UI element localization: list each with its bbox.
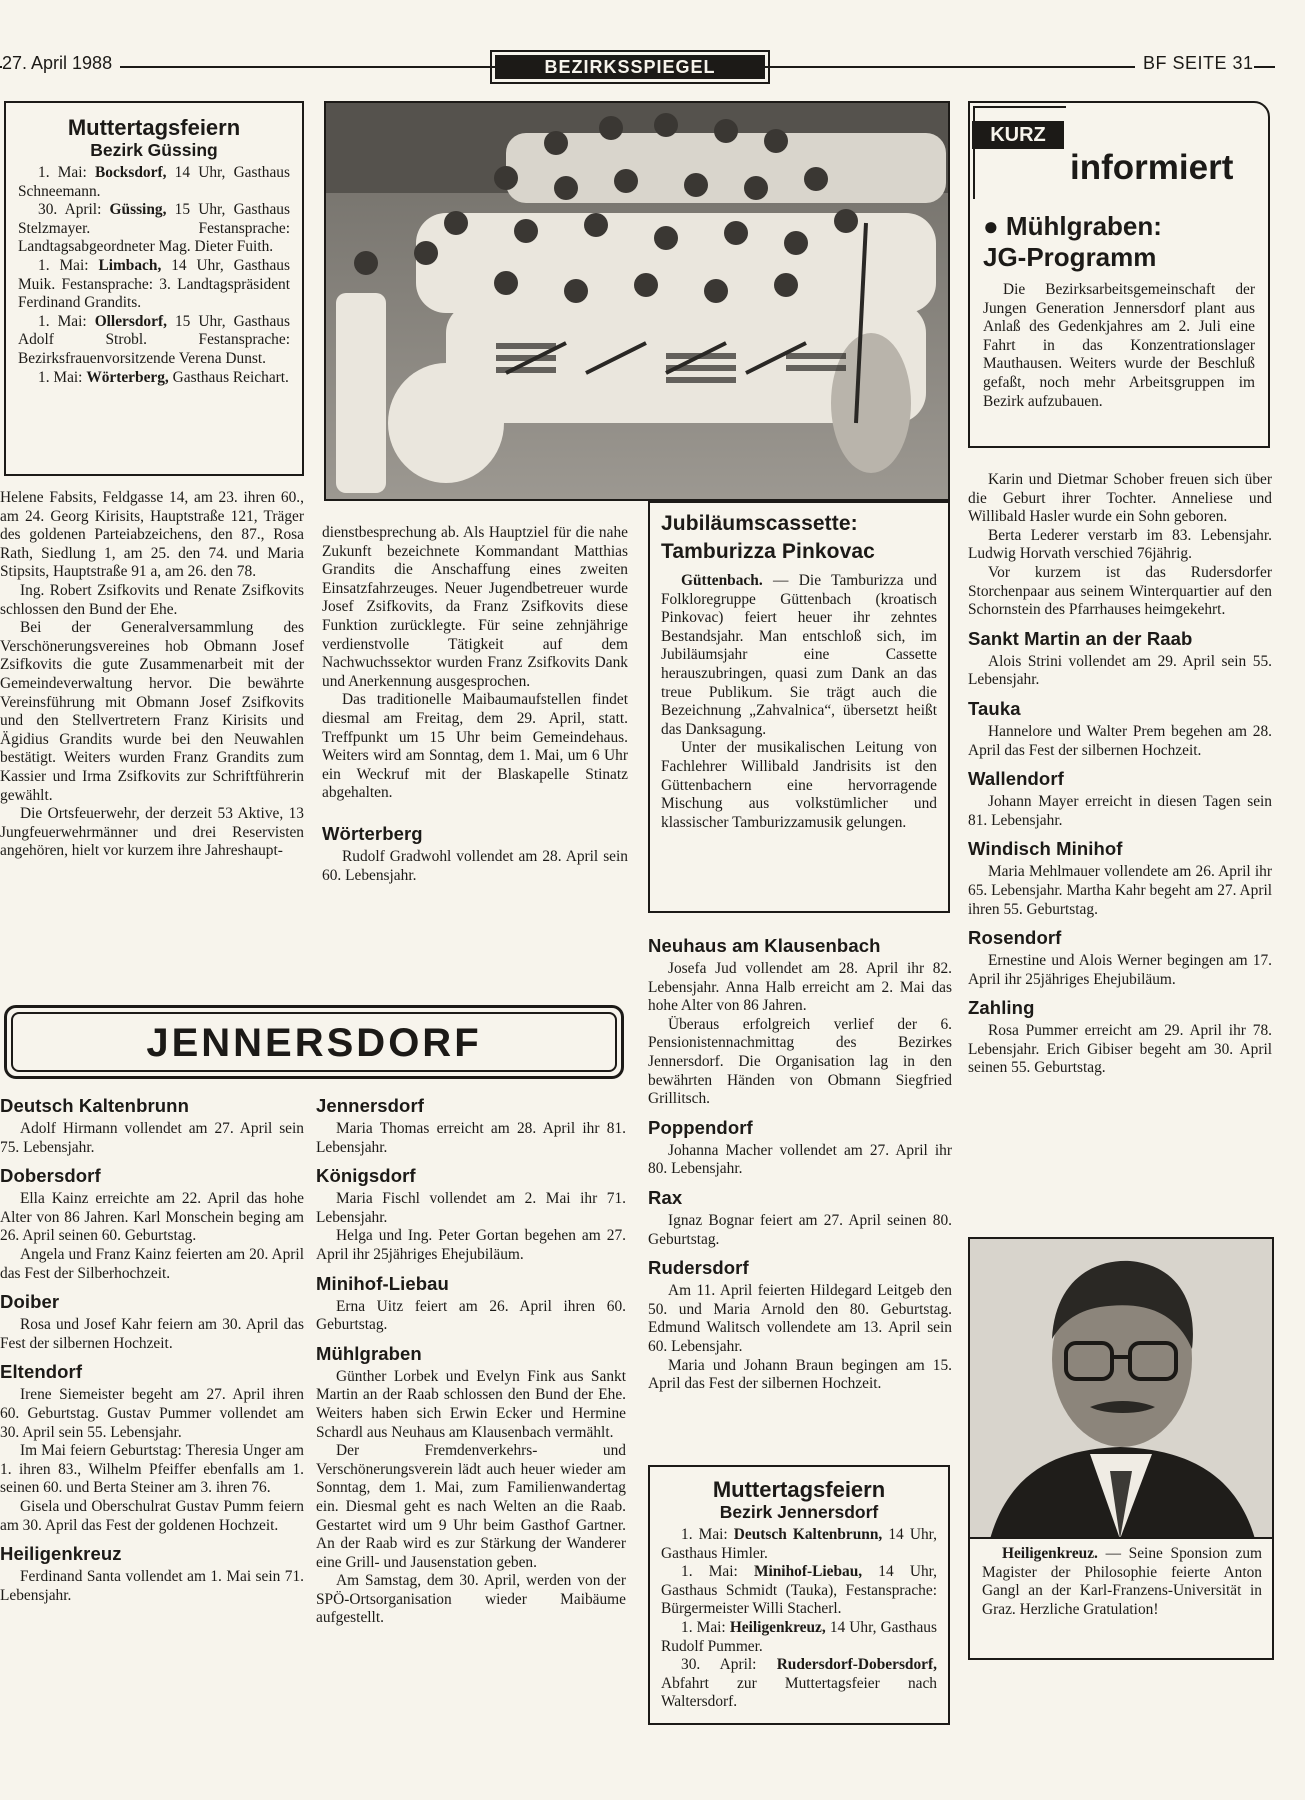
jubilaeum-box	[648, 501, 950, 913]
box-title: Muttertagsfeiern	[67, 115, 241, 140]
item-place: Ollersdorf,	[94, 312, 167, 330]
box-item	[661, 1619, 937, 1656]
section-paragraph: Vor kurzem ist das Rudersdorfer Storchenpaar aus seinem Winterquartier auf den Schornstein des Pfarrhauses heimgekehrt.	[968, 563, 1272, 619]
section-paragraph: Überaus erfolgreich verlief der 6. Pensionistennachmittag des Bezirkes Jennersdorf. Die Organisation lag in den bewährten Händen von Obmann Siegfried Grillitsch.	[648, 1015, 952, 1108]
section-heading: Poppendorf	[648, 1116, 753, 1138]
section-paragraph: Ernestine und Alois Werner begingen am 17. April ihr 25jähriges Ehejubiläum.	[968, 952, 1272, 988]
section-paragraph: Rosa Pummer erreicht am 29. April ihr 78. Lebensjahr. Erich Gibiser begeht am 30. April seinen 55. Geburtstag.	[968, 1022, 1272, 1077]
section-heading: Neuhaus am Klausenbach	[648, 935, 881, 956]
tamburizza-group-photo	[326, 103, 948, 499]
section-paragraph: Maria Mehlmauer vollendete am 26. April ihr 65. Lebensjahr. Martha Kahr begeht am 27. April ihren 55. Geburtstag.	[968, 863, 1272, 918]
box-item	[661, 1563, 937, 1619]
section-heading: Dobersdorf	[0, 1165, 101, 1187]
kurz-title-2: JG-Programm	[983, 242, 1157, 272]
item-date: 1. Mai:	[681, 1563, 754, 1581]
section-heading: Rudersdorf	[648, 1257, 749, 1279]
guessing-muttertag-box	[4, 101, 304, 476]
kurz-title-1: ● Mühlgraben:	[983, 211, 1162, 241]
item-details: 14 Uhr, Gasthaus Rudolf Pummer.	[661, 1618, 937, 1655]
box-subtitle: Bezirk Güssing	[90, 140, 218, 160]
jcol3-sections	[648, 935, 952, 1394]
column-1-text	[0, 489, 304, 861]
box-item	[18, 164, 290, 201]
box-items	[661, 1526, 937, 1712]
item-place: Wörterberg,	[86, 368, 169, 386]
box-item	[18, 313, 290, 369]
item-details: 14 Uhr, Gasthaus Schmidt (Tauka), Festansprache: Bürgermeister Willi Stacherl.	[661, 1563, 937, 1618]
section-paragraph: Adolf Hirmann vollendet am 27. April sein 75. Lebensjahr.	[0, 1120, 304, 1156]
item-date: 1. Mai:	[681, 1526, 734, 1543]
portrait-box	[968, 1237, 1274, 1660]
item-place: Güssing,	[109, 201, 167, 219]
kurz-text: Die Bezirksarbeitsgemeinschaft der Jungen Generation Jennersdorf plant aus Anlaß des Gedenkjahres am 2. Juli eine Fahrt in das Konzentrationslager Mauthausen. Weiters wurde der Beschluß gefaßt, noch mehr Arbeitsgruppen im Bezirk aufzubauen.	[983, 281, 1255, 410]
column-2-text	[322, 524, 628, 885]
paragraph: Helene Fabsits, Feldgasse 14, am 23. ihren 60., am 24. Georg Kirisits, Hauptstraße 121, Träger des goldenen Parteiabzeichens, den 87., Rosa Rath, Siedlung 1, am 25. den 74. und Maria Stipsits, Hauptstraße 91 a, am 26. den 78.	[0, 489, 304, 581]
section-paragraph: Ferdinand Santa vollendet am 1. Mai sein 71. Lebensjahr.	[0, 1568, 304, 1604]
section-paragraph: Erna Uitz feiert am 26. April ihren 60. Geburtstag.	[316, 1297, 626, 1334]
woerterberg-text: Rudolf Gradwohl vollendet am 28. April sein 60. Lebensjahr.	[322, 847, 628, 884]
item-date: 1. Mai:	[38, 312, 95, 330]
section-heading: Doiber	[0, 1291, 60, 1313]
item-place: Rudersdorf-Dobersdorf,	[776, 1656, 937, 1674]
item-place: Bocksdorf,	[95, 164, 167, 181]
section-paragraph: Hannelore und Walter Prem begehen am 28. April das Fest der silbernen Hochzeit.	[968, 722, 1272, 759]
section-paragraph: Angela und Franz Kainz feierten am 20. April das Fest der Silberhochzeit.	[0, 1245, 304, 1282]
section-paragraph: Rosa und Josef Kahr feiern am 30. April das Fest der silbernen Hochzeit.	[0, 1316, 304, 1352]
item-place: Deutsch Kaltenbrunn,	[733, 1526, 883, 1543]
section-paragraph: Karin und Dietmar Schober freuen sich über die Geburt ihrer Tochter. Anneliese und Willibald Hasler wurde ein Sohn geboren.	[968, 471, 1272, 526]
section-heading: Eltendorf	[0, 1361, 83, 1383]
section-paragraph: Im Mai feiern Geburtstag: Theresia Unger am 1. ihren 83., Wilhelm Pfeiffer ebenfalls am 1. seinen 60. und Berta Steiner am 3. ihren 76.	[0, 1442, 304, 1497]
section-heading: Rax	[648, 1186, 683, 1208]
section-paragraph: Alois Strini vollendet am 29. April sein 55. Lebensjahr.	[968, 652, 1272, 689]
section-paragraph: Ignaz Bognar feiert am 27. April seinen 80. Geburtstag.	[648, 1211, 952, 1248]
box-title: Muttertagsfeiern	[712, 1477, 886, 1502]
box-item	[18, 257, 290, 313]
section-paragraph: Gisela und Oberschulrat Gustav Pumm feiern am 30. April das Fest der goldenen Hochzeit.	[0, 1497, 304, 1534]
item-details: 14 Uhr, Gasthaus Muik. Festansprache: 3. Landtagspräsident Ferdinand Grandits.	[18, 256, 290, 312]
portrait-caption	[982, 1545, 1262, 1619]
item-details: 14 Uhr, Gasthaus Schneemann.	[18, 164, 290, 200]
item-date: 30. April:	[38, 201, 110, 219]
item-place: Limbach,	[98, 256, 162, 274]
section-paragraph: Am 11. April feierten Hildegard Leitgeb den 50. und Maria Arnold den 80. Geburtstag. Edmund Walitsch vollendete am 13. April sein 60. Lebensjahr.	[648, 1282, 952, 1355]
section-heading: Jennersdorf	[316, 1095, 425, 1116]
section-paragraph: Am Samstag, dem 30. April, werden von der SPÖ-Ortsorganisation wieder Maibäume aufgestellt.	[316, 1572, 626, 1627]
portrait-caption-lead: Heiligenkreuz.	[1002, 1545, 1098, 1562]
portrait-photo	[970, 1239, 1272, 1539]
paragraph: Ing. Robert Zsifkovits und Renate Zsifkovits schlossen den Bund der Ehe.	[0, 581, 304, 618]
box-item	[18, 201, 290, 257]
woerterberg-heading: Wörterberg	[322, 822, 423, 844]
section-heading: Tauka	[968, 697, 1021, 719]
paragraph: Die Ortsfeuerwehr, der derzeit 53 Aktive, 13 Jungfeuerwehrmänner und drei Reservisten angehören, hielt vor kurzem ihre Jahreshaupt-	[0, 805, 304, 860]
jennersdorf-banner	[4, 1005, 624, 1079]
section-heading: Zahling	[968, 997, 1035, 1019]
portrait-caption-text: — Seine Sponsion zum Magister der Philosophie feierte Anton Gangl an der Karl-Franzens-Universität in Graz. Herzliche Gratulation!	[982, 1545, 1262, 1618]
man-portrait	[970, 1239, 1272, 1539]
section-title	[490, 50, 770, 84]
column-4-text	[968, 471, 1272, 1078]
jubilaeum-title-1: Jubiläumscassette:	[661, 512, 858, 535]
section-label: BEZIRKSSPIEGEL	[495, 55, 765, 79]
section-paragraph: Günther Lorbek und Evelyn Fink aus Sankt Martin an der Raab schlossen den Bund der Ehe. Weiters haben sich Erwin Ecker und Hermine Schardl aus Neuhaus am Klausenbach vermählt.	[316, 1367, 626, 1441]
section-paragraph: Johann Mayer erreicht in diesen Tagen sein 81. Lebensjahr.	[968, 793, 1272, 829]
item-details: Gasthaus Reichart.	[168, 368, 289, 386]
section-heading: Wallendorf	[968, 768, 1064, 790]
item-place: Minihof-Liebau,	[753, 1563, 863, 1581]
jcol2-sections	[316, 1095, 626, 1628]
section-paragraph: Der Fremdenverkehrs- und Verschönerungsverein lädt auch heuer wieder am Sonntag, dem 1. Mai, zum Familienwandertag ein. Diesmal geht es nach Welten an die Raab. Gestartet wird um 9 Uhr beim Gasthof Gartner. An der Raab wird es zur Stärkung der Wanderer eine Grill- und Jausenstation geben.	[316, 1442, 626, 1571]
section-paragraph: Helga und Ing. Peter Gortan begehen am 27. April ihr 25jähriges Ehejubiläum.	[316, 1227, 626, 1263]
box-items	[18, 164, 290, 387]
paragraph: dienstbesprechung ab. Als Hauptziel für die nahe Zukunft bezeichnete Kommandant Matthias Grandits die Anschaffung eines zweiten Einsatzfahrzeuges. Neuer Jugendbetreuer wurde Josef Zsifkovits, da Franz Zsifkovits diese Funktion zurücklegte. Für seine zehnjährige verdienstvolle Tätigkeit auf dem Nachwuchssektor wurden Franz Zsifkovits Dank und Anerkennung ausgesprochen.	[322, 524, 628, 690]
item-date: 1. Mai:	[681, 1618, 730, 1636]
item-details: 15 Uhr, Gasthaus Stelzmayer. Festansprache: Landtagsabgeordneter Mag. Dieter Fuith.	[18, 201, 290, 256]
paragraph: Bei der Generalversammlung des Verschönerungsvereines hob Obmann Josef Zsifkovits die gute Zusammenarbeit mit der Gemeindeverwaltung hervor. Die bewährte Vereinsführung mit Obmann Josef Zsifkovits und den Stellvertretern Franz Kirisits und Ägidius Grandits wurde bei den Neuwahlen bestätigt. Weiters wurden Franz Grandits zum Kassier und Irma Zsifkovits zur Schriftführerin gewählt.	[0, 619, 304, 804]
item-details: 14 Uhr, Gasthaus Himler.	[661, 1526, 937, 1562]
col4-sections	[968, 471, 1272, 1078]
section-heading: Rosendorf	[968, 927, 1062, 949]
section-heading: Windisch Minihof	[968, 838, 1123, 860]
kurz-heading: informiert	[1070, 148, 1234, 187]
section-heading: Minihof-Liebau	[316, 1272, 449, 1294]
item-details: 15 Uhr, Gasthaus Adolf Strobl. Festansprache: Bezirksfrauenvorsitzende Verena Dunst.	[18, 312, 290, 367]
section-paragraph: Maria Thomas erreicht am 28. April ihr 81. Lebensjahr.	[316, 1120, 626, 1156]
section-paragraph: Josefa Jud vollendet am 28. April ihr 82. Lebensjahr. Anna Halb erreicht am 2. Mai das hohe Alter von 86 Jahren.	[648, 960, 952, 1015]
box-item	[661, 1526, 937, 1563]
box-item	[18, 369, 290, 388]
section-paragraph: Ella Kainz erreichte am 22. April das hohe Alter von 86 Jahren. Karl Monschein beging am 26. April seinen 60. Geburtstag.	[0, 1190, 304, 1245]
section-heading: Königsdorf	[316, 1165, 416, 1187]
jennersdorf-column-2	[316, 1095, 626, 1628]
col1-paragraphs	[0, 489, 304, 861]
item-place: Heiligenkreuz,	[729, 1618, 826, 1636]
item-details: Abfahrt zur Muttertagsfeier nach Waltersdorf.	[661, 1674, 937, 1711]
jubilaeum-p2: Unter der musikalischen Leitung von Fachlehrer Willibald Jandrisits ist den Güttenbachern eine hervorragende Mischung aus volkstümlicher und klassischer Tamburizzamusik gelungen.	[661, 739, 937, 831]
section-paragraph: Johanna Macher vollendet am 27. April ihr 80. Lebensjahr.	[648, 1141, 952, 1178]
jubilaeum-lead: Güttenbach.	[681, 572, 763, 589]
jennersdorf-muttertag-box	[648, 1465, 950, 1725]
paragraph: Das traditionelle Maibaumaufstellen findet diesmal am Freitag, dem 29. April, statt. Treffpunkt um 15 Uhr beim Gemeindehaus. Weiters wird am Sonntag, dem 1. Mai, um 6 Uhr ein Weckruf mit der Blaskapelle Stinatz abgehalten.	[322, 691, 628, 802]
section-heading: Heiligenkreuz	[0, 1543, 122, 1565]
section-paragraph: Maria und Johann Braun begingen am 15. April das Fest der silbernen Hochzeit.	[648, 1356, 952, 1393]
section-paragraph: Irene Siemeister begeht am 27. April ihren 60. Geburtstag. Gustav Pummer vollendet am 30. April sein 55. Lebensjahr.	[0, 1386, 304, 1441]
col2-paragraphs	[322, 524, 628, 803]
jcol1-sections	[0, 1095, 304, 1605]
item-date: 1. Mai:	[38, 368, 87, 386]
section-heading: Mühlgraben	[316, 1342, 422, 1364]
page-number: BF SEITE 31	[1135, 54, 1254, 73]
jennersdorf-column-1	[0, 1095, 304, 1605]
jubilaeum-p1	[661, 572, 937, 739]
item-date: 1. Mai:	[38, 256, 99, 274]
section-paragraph: Maria Fischl vollendet am 2. Mai ihr 71. Lebensjahr.	[316, 1190, 626, 1226]
box-item	[661, 1656, 937, 1712]
jubilaeum-p1-text: — Die Tamburizza und Folkloregruppe Güttenbach (kroatisch Pinkovac) feiert heuer ihr zehntes Bestandsjahr. Man entschloß sich, im Jubiläumsjahr eine Cassette herauszubringen, quasi zum Dank an das treue Publikum. Sie trägt auch die Bezeichnung „Zahvalnica“, übersetzt heißt das Danksagung.	[661, 572, 937, 738]
issue-date: 27. April 1988	[2, 54, 120, 73]
banner-label: JENNERSDORF	[11, 1012, 617, 1072]
item-date: 1. Mai:	[38, 164, 96, 181]
item-date: 30. April:	[681, 1656, 777, 1674]
section-paragraph: Berta Lederer verstarb im 83. Lebensjahr. Ludwig Horvath verschied 76jährig.	[968, 526, 1272, 563]
section-heading: Sankt Martin an der Raab	[968, 627, 1193, 649]
kurz-tag: KURZ	[972, 121, 1064, 149]
jennersdorf-column-3	[648, 935, 952, 1394]
group-photo	[324, 101, 950, 501]
jubilaeum-title-2: Tamburizza Pinkovac	[661, 540, 875, 563]
box-subtitle: Bezirk Jennersdorf	[719, 1502, 879, 1522]
section-heading: Deutsch Kaltenbrunn	[0, 1095, 189, 1116]
